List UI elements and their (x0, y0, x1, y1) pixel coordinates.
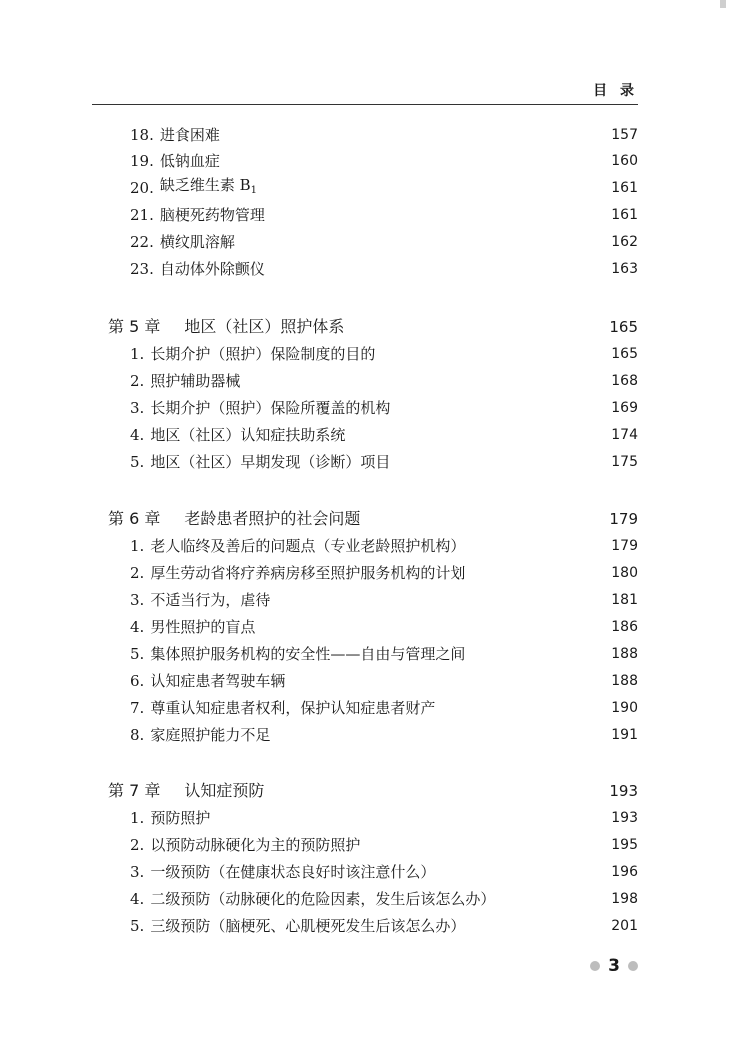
dot-leader (265, 176, 586, 200)
title-text: 厚生劳动省将疗养病房移至照护服务机构的计划 (150, 564, 466, 582)
item-number: 1. (130, 345, 145, 363)
title-text: 三级预防（脑梗死、心肌梗死发生后该怎么办） (150, 917, 466, 935)
item-number: 4. (130, 890, 145, 908)
item-title (150, 914, 465, 938)
title-text: 家庭照护能力不足 (150, 726, 271, 744)
toc-item (0, 450, 730, 474)
page-ref: 168 (611, 373, 638, 389)
toc-item (0, 257, 730, 281)
page-ref: 193 (609, 782, 638, 800)
title-text: 地区（社区）认知症扶助系统 (150, 426, 346, 444)
footer-dot-right (628, 961, 638, 971)
page-ref: 174 (611, 427, 638, 443)
dot-leader (503, 887, 586, 911)
toc-item (0, 176, 730, 200)
title-text: 长期介护（照护）保险所覆盖的机构 (150, 399, 391, 417)
toc-chapter (0, 507, 730, 531)
dot-leader (398, 396, 586, 420)
dot-leader (278, 588, 586, 612)
item-number: 23. (130, 260, 154, 278)
toc-item (0, 860, 730, 884)
page-ref: 193 (611, 810, 638, 826)
page-ref: 179 (609, 510, 638, 528)
item-number: 1. (130, 537, 145, 555)
item-title (160, 257, 265, 281)
title-text: 低钠血症 (159, 152, 220, 170)
item-title (150, 833, 360, 857)
item-title (150, 342, 375, 366)
item-number: 2. (130, 372, 145, 390)
dot-leader (228, 149, 586, 173)
page-ref: 180 (611, 565, 638, 581)
toc-chapter (0, 315, 730, 339)
dot-leader (293, 669, 586, 693)
item-title (150, 696, 435, 720)
chapter-number: 第 7 章 (108, 781, 161, 800)
title-text: 进食困难 (159, 126, 220, 144)
item-title (150, 396, 390, 420)
dot-leader (368, 833, 586, 857)
page-ref: 160 (611, 153, 638, 169)
item-title (150, 642, 465, 666)
toc-item (0, 588, 730, 612)
dot-leader (473, 914, 586, 938)
toc-item (0, 723, 730, 747)
dot-leader (273, 257, 586, 281)
item-title (150, 588, 270, 612)
subscript: 1 (250, 185, 258, 196)
item-number: 6. (130, 672, 145, 690)
item-title (160, 123, 220, 147)
item-number: 3. (130, 399, 145, 417)
page-ref: 196 (611, 864, 638, 880)
page-ref: 157 (611, 127, 638, 143)
item-title (160, 149, 220, 173)
toc-item (0, 914, 730, 938)
toc-item (0, 561, 730, 585)
chapter-number: 第 5 章 (108, 317, 161, 336)
item-title (150, 423, 345, 447)
toc-item (0, 615, 730, 639)
dot-leader (278, 723, 586, 747)
item-number: 4. (130, 426, 145, 444)
dot-leader (398, 450, 586, 474)
title-text: 二级预防（动脉硬化的危险因素，发生后该怎么办） (150, 890, 496, 908)
item-title (150, 615, 255, 639)
title-text: 照护辅助器械 (150, 372, 241, 390)
title-text: 脑梗死药物管理 (159, 206, 265, 224)
page-ref: 169 (611, 400, 638, 416)
item-title (150, 806, 210, 830)
item-title (160, 230, 235, 254)
item-number: 2. (130, 836, 145, 854)
title-text: 尊重认知症患者权利，保护认知症患者财产 (150, 699, 436, 717)
dot-leader (352, 315, 586, 339)
page-ref: 190 (611, 700, 638, 716)
item-number: 5. (130, 917, 145, 935)
title-text: 长期介护（照护）保险制度的目的 (150, 345, 376, 363)
title-text: 男性照护的盲点 (150, 618, 256, 636)
page-ref: 191 (611, 727, 638, 743)
item-title (150, 669, 285, 693)
chapter-number: 第 6 章 (108, 509, 161, 528)
dot-leader (473, 561, 586, 585)
dot-leader (473, 642, 586, 666)
dot-leader (248, 369, 586, 393)
page-ref: 165 (611, 346, 638, 362)
toc-item (0, 669, 730, 693)
page-ref: 163 (611, 261, 638, 277)
item-number: 8. (130, 726, 145, 744)
title-text: 地区（社区）照护体系 (184, 317, 345, 336)
item-title (160, 203, 265, 227)
title-text: 横纹肌溶解 (159, 233, 235, 251)
item-title (150, 369, 240, 393)
dot-leader (383, 342, 586, 366)
dot-leader (272, 779, 586, 803)
toc-item (0, 806, 730, 830)
item-number: 7. (130, 699, 145, 717)
page-footer (590, 956, 638, 976)
page-ref: 198 (611, 891, 638, 907)
dot-leader (243, 230, 586, 254)
item-number: 22. (130, 233, 154, 251)
item-number: 2. (130, 564, 145, 582)
chapter-title (184, 779, 264, 803)
toc-item (0, 423, 730, 447)
running-header: 目 录 (593, 83, 638, 99)
title-text: 老龄患者照护的社会问题 (184, 509, 361, 528)
item-title (160, 173, 257, 203)
toc-item (0, 342, 730, 366)
title-text: 集体照护服务机构的安全性——自由与管理之间 (150, 645, 466, 663)
item-title (150, 860, 435, 884)
dot-leader (228, 123, 586, 147)
chapter-title (184, 315, 344, 339)
header-rule (92, 104, 638, 105)
toc-item (0, 534, 730, 558)
toc-item (0, 642, 730, 666)
item-title (150, 723, 270, 747)
toc-item (0, 696, 730, 720)
dot-leader (443, 696, 586, 720)
toc-item (0, 887, 730, 911)
page-ref: 175 (611, 454, 638, 470)
page-ref: 186 (611, 619, 638, 635)
item-number: 18. (130, 126, 154, 144)
item-number: 3. (130, 591, 145, 609)
item-number: 1. (130, 809, 145, 827)
page-ref: 161 (611, 207, 638, 223)
toc-item (0, 123, 730, 147)
item-title (150, 561, 465, 585)
page-number: 3 (608, 956, 620, 976)
title-text: 以预防动脉硬化为主的预防照护 (150, 836, 361, 854)
title-text: 老人临终及善后的问题点（专业老龄照护机构） (150, 537, 466, 555)
page-ref: 201 (611, 918, 638, 934)
page-ref: 165 (609, 318, 638, 336)
item-number: 19. (130, 152, 154, 170)
dot-leader (368, 507, 586, 531)
item-title (150, 534, 465, 558)
title-text: 认知症患者驾驶车辆 (150, 672, 286, 690)
page-ref: 162 (611, 234, 638, 250)
item-number: 21. (130, 206, 154, 224)
item-number: 5. (130, 645, 145, 663)
title-text: 预防照护 (150, 809, 211, 827)
dot-leader (263, 615, 586, 639)
toc-item (0, 369, 730, 393)
title-text: 认知症预防 (184, 781, 265, 800)
page-ref: 161 (611, 180, 638, 196)
toc-item (0, 833, 730, 857)
dot-leader (473, 534, 586, 558)
title-text: 自动体外除颤仪 (159, 260, 265, 278)
corner-mark (720, 0, 726, 8)
item-title (150, 450, 390, 474)
page-ref: 179 (611, 538, 638, 554)
item-number: 3. (130, 863, 145, 881)
toc-item (0, 230, 730, 254)
toc-chapter (0, 779, 730, 803)
page-ref: 188 (611, 673, 638, 689)
chapter-title (184, 507, 360, 531)
toc-item (0, 396, 730, 420)
dot-leader (353, 423, 586, 447)
dot-leader (443, 860, 586, 884)
title-text: 一级预防（在健康状态良好时该注意什么） (150, 863, 436, 881)
item-number: 4. (130, 618, 145, 636)
item-title (150, 887, 495, 911)
item-number: 20. (130, 179, 154, 197)
toc-item (0, 203, 730, 227)
page-ref: 188 (611, 646, 638, 662)
dot-leader (273, 203, 586, 227)
footer-dot-left (590, 961, 600, 971)
dot-leader (218, 806, 586, 830)
page-ref: 181 (611, 592, 638, 608)
title-text: 地区（社区）早期发现（诊断）项目 (150, 453, 391, 471)
toc-item (0, 149, 730, 173)
item-number: 5. (130, 453, 145, 471)
title-text: 不适当行为，虐待 (150, 591, 271, 609)
title-text: 缺乏维生素 B (159, 176, 251, 194)
page-ref: 195 (611, 837, 638, 853)
